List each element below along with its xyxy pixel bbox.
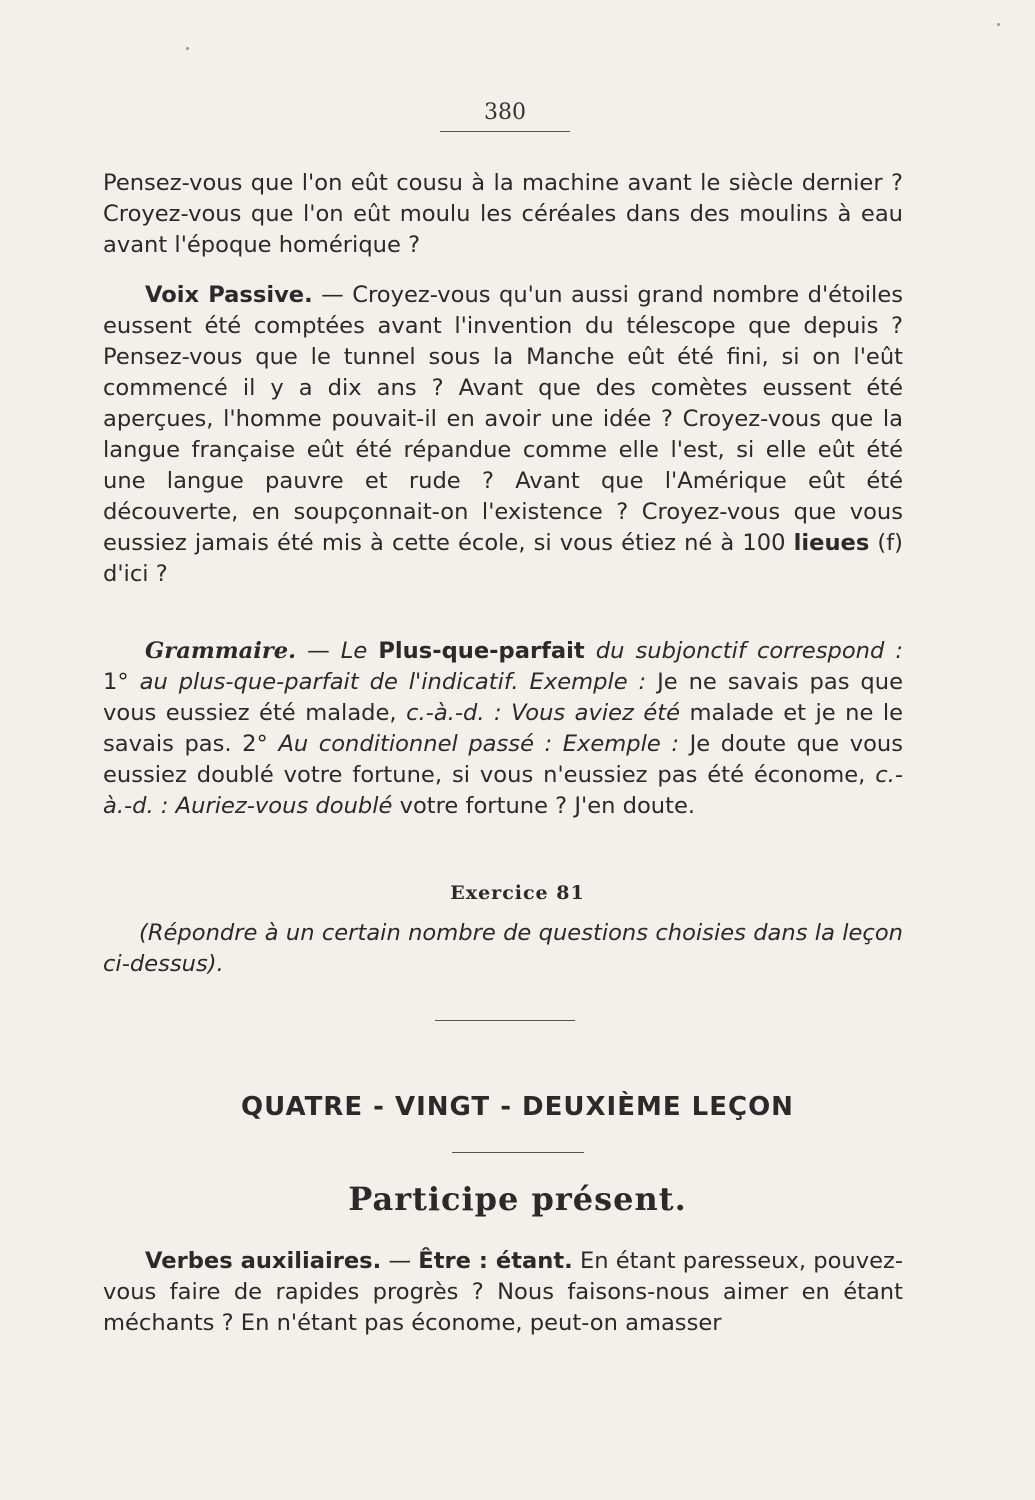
lesson-rule — [452, 1152, 584, 1153]
paragraph-voix-passive — [103, 280, 903, 590]
vocab-word: lieues — [793, 530, 870, 556]
grammar-text: 1° — [103, 669, 129, 695]
exercise-instruction-text: (Répondre à un certain nombre de questions choisies dans la leçon ci-dessus). — [103, 920, 903, 977]
grammar-text: Je ne savais pas que vous eussiez été malade, — [103, 669, 903, 726]
grammar-text: c.-à.-d. : Vous aviez été — [406, 700, 681, 726]
paragraph-lead: Voix Passive. — [145, 282, 313, 308]
paragraph-text: En étant paresseux, pouvez-vous faire de rapides progrès ? Nous faisons-nous aimer en étant méchants ? En n'étant pas économe, peut-on amasser — [103, 1248, 904, 1336]
grammar-text: Au conditionnel passé : Exemple : — [278, 731, 680, 757]
paragraph-text: — — [381, 1248, 419, 1274]
page-number: 380 — [484, 100, 526, 125]
grammar-note — [103, 636, 903, 822]
paragraph-verbes-auxiliaires — [103, 1246, 903, 1339]
paper-speck — [186, 47, 189, 50]
paragraph-text: Pensez-vous que l'on eût cousu à la machine avant le siècle dernier ? Croyez-vous que l'on eût moulu les céréales dans des moulins à eau avant l'époque homérique ? — [103, 170, 903, 258]
grammar-text: au plus-que-parfait de l'indicatif. Exemple : — [128, 669, 647, 695]
header-rule — [440, 131, 570, 132]
lesson-title: QUATRE - VINGT - DEUXIÈME LEÇON — [241, 1092, 794, 1122]
grammar-text: Je doute que vous eussiez doublé votre fortune, si vous n'eussiez pas été économe, — [103, 731, 903, 788]
section-rule — [435, 1020, 575, 1021]
grammar-text: du subjonctif correspond : — [584, 638, 903, 664]
grammar-text: c.-à.-d. : Auriez-vous doublé — [103, 762, 903, 819]
paper-speck — [997, 23, 1000, 26]
paragraph-text: — Croyez-vous qu'un aussi grand nombre d'étoiles eussent été comptées avant l'invention du télescope que depuis ? Pensez-vous que le tunnel sous la Manche eût été fini, si on l'eût commencé il y a dix ans ? Avant que des comètes eussent été aperçues, l'homme pouvait-il en avoir une idée ? Croyez-vous que la langue française eût été répandue comme elle l'est, si elle eût été une langue pauvre et rude ? Avant que l'Amérique eût été découverte, en soupçonnait-on l'existence ? Croyez-vous que vous eussiez jamais été mis à cette école, si vous étiez né à 100 — [103, 282, 903, 556]
exercise-title: Exercice 81 — [450, 882, 585, 904]
exercise-instruction — [103, 918, 903, 980]
paragraph-questions — [103, 168, 903, 261]
grammar-term: Plus-que-parfait — [378, 638, 585, 664]
grammar-text: malade et je ne le savais pas. 2° — [103, 700, 904, 757]
grammar-lead: Grammaire. — [145, 638, 297, 664]
paragraph-lead: Verbes auxiliaires. — [145, 1248, 382, 1274]
paragraph-term: Être : étant. — [418, 1248, 573, 1274]
paragraph-tail: (f) d'ici ? — [103, 530, 903, 587]
grammar-text: — Le — [296, 638, 379, 664]
section-title: Participe présent. — [348, 1180, 687, 1218]
grammar-text: votre fortune ? J'en doute. — [392, 793, 696, 819]
